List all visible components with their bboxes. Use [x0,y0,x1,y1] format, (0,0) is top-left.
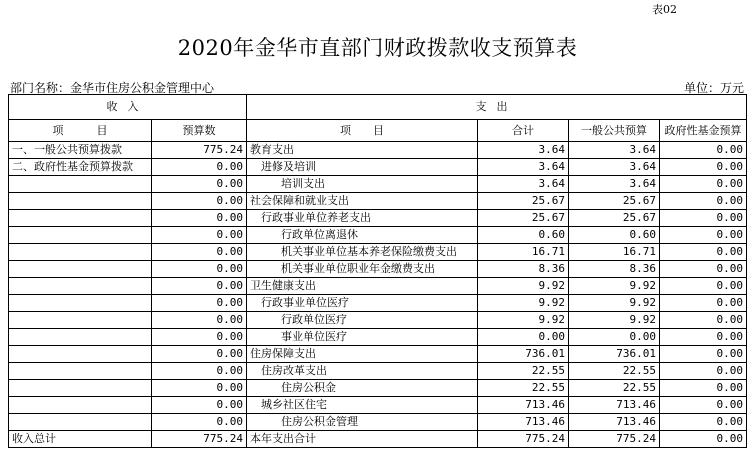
expense-item-cell: 事业单位医疗 [247,329,478,346]
fund-budget-cell: 0.00 [660,176,747,193]
fund-budget-cell: 0.00 [660,261,747,278]
fund-budget-cell: 0.00 [660,397,747,414]
general-budget-cell: 3.64 [569,142,660,159]
income-value-cell: 0.00 [152,244,247,261]
general-budget-cell: 713.46 [569,414,660,431]
fund-budget-cell: 0.00 [660,346,747,363]
general-budget-cell: 22.55 [569,363,660,380]
expense-total-label: 本年支出合计 [247,431,478,448]
expense-item-cell: 行政单位离退休 [247,227,478,244]
fund-budget-cell: 0.00 [660,227,747,244]
income-value-cell: 0.00 [152,295,247,312]
table-row [9,295,747,312]
unit-label: 单位：万元 [683,81,744,95]
expense-item-cell: 机关事业单位职业年金缴费支出 [247,261,478,278]
income-value-cell: 0.00 [152,227,247,244]
page-title: 2020年金华市直部门财政拨款收支预算表 [177,36,578,60]
expense-item-cell: 住房公积金 [247,380,478,397]
expense-total-cell: 736.01 [478,346,569,363]
table-row [9,159,747,176]
department-name: 部门名称：金华市住房公积金管理中心 [10,81,215,95]
income-item-cell: 一、一般公共预算拨款 [9,142,152,159]
expense-section-header: 支出 [247,95,747,120]
income-item-cell [9,176,152,193]
expense-total-cell: 25.67 [478,193,569,210]
income-item-cell [9,261,152,278]
expense-total-value: 775.24 [478,431,569,448]
expense-total-general: 775.24 [569,431,660,448]
general-budget-cell: 3.64 [569,176,660,193]
fund-budget-cell: 0.00 [660,159,747,176]
expense-item-cell: 教育支出 [247,142,478,159]
general-budget-cell: 736.01 [569,346,660,363]
table-number: 表02 [652,3,677,16]
income-item-cell [9,397,152,414]
general-budget-cell: 25.67 [569,210,660,227]
table-row [9,244,747,261]
fund-budget-cell: 0.00 [660,329,747,346]
expense-total-fund: 0.00 [660,431,747,448]
income-item-cell [9,278,152,295]
expense-total-cell: 9.92 [478,295,569,312]
fund-budget-cell: 0.00 [660,193,747,210]
income-section-header: 收入 [9,95,247,120]
income-value-cell: 0.00 [152,176,247,193]
table-row [9,329,747,346]
income-item-cell [9,193,152,210]
table-row [9,380,747,397]
fund-budget-cell: 0.00 [660,244,747,261]
col-expense-item: 项 目 [247,120,478,142]
income-value-cell: 0.00 [152,397,247,414]
col-income-budget: 预算数 [152,120,247,142]
income-value-cell: 0.00 [152,363,247,380]
general-budget-cell: 8.36 [569,261,660,278]
income-item-cell [9,295,152,312]
income-value-cell: 0.00 [152,261,247,278]
expense-total-cell: 3.64 [478,142,569,159]
income-value-cell: 0.00 [152,278,247,295]
income-value-cell: 0.00 [152,159,247,176]
expense-item-cell: 住房改革支出 [247,363,478,380]
expense-total-cell: 25.67 [478,210,569,227]
expense-item-cell: 行政事业单位养老支出 [247,210,478,227]
table-row [9,397,747,414]
income-value-cell: 0.00 [152,414,247,431]
income-item-cell [9,312,152,329]
expense-total-cell: 3.64 [478,176,569,193]
income-total-label: 收入总计 [9,431,152,448]
budget-table [8,94,747,448]
income-item-cell [9,329,152,346]
table-row [9,142,747,159]
table-row [9,312,747,329]
income-item-cell [9,380,152,397]
table-row [9,227,747,244]
general-budget-cell: 22.55 [569,380,660,397]
general-budget-cell: 3.64 [569,159,660,176]
col-general-budget: 一般公共预算 [569,120,660,142]
income-value-cell: 0.00 [152,312,247,329]
expense-total-cell: 8.36 [478,261,569,278]
income-value-cell: 0.00 [152,210,247,227]
general-budget-cell: 0.00 [569,329,660,346]
general-budget-cell: 0.60 [569,227,660,244]
expense-item-cell: 培训支出 [247,176,478,193]
income-item-cell [9,227,152,244]
expense-item-cell: 卫生健康支出 [247,278,478,295]
budget-table-body [9,142,747,431]
income-value-cell: 0.00 [152,193,247,210]
expense-total-cell: 713.46 [478,414,569,431]
expense-total-cell: 9.92 [478,312,569,329]
fund-budget-cell: 0.00 [660,278,747,295]
income-item-cell [9,244,152,261]
general-budget-cell: 713.46 [569,397,660,414]
income-value-cell: 0.00 [152,346,247,363]
col-fund-budget: 政府性基金预算 [660,120,747,142]
table-row [9,261,747,278]
table-row [9,414,747,431]
expense-item-cell: 行政单位医疗 [247,312,478,329]
column-header-row [9,120,747,142]
table-row [9,176,747,193]
fund-budget-cell: 0.00 [660,414,747,431]
income-value-cell: 0.00 [152,380,247,397]
table-row [9,193,747,210]
general-budget-cell: 9.92 [569,278,660,295]
table-row [9,210,747,227]
fund-budget-cell: 0.00 [660,142,747,159]
income-item-cell [9,414,152,431]
expense-total-cell: 22.55 [478,380,569,397]
expense-total-cell: 22.55 [478,363,569,380]
general-budget-cell: 9.92 [569,312,660,329]
totals-row [9,431,747,448]
expense-total-cell: 0.60 [478,227,569,244]
table-row [9,278,747,295]
section-header-row [9,95,747,120]
expense-total-cell: 713.46 [478,397,569,414]
expense-item-cell: 行政事业单位医疗 [247,295,478,312]
expense-item-cell: 住房公积金管理 [247,414,478,431]
income-item-cell [9,363,152,380]
fund-budget-cell: 0.00 [660,295,747,312]
income-item-cell: 二、政府性基金预算拨款 [9,159,152,176]
expense-item-cell: 住房保障支出 [247,346,478,363]
col-total: 合计 [478,120,569,142]
col-income-item: 项 目 [9,120,152,142]
income-item-cell [9,346,152,363]
expense-item-cell: 机关事业单位基本养老保险缴费支出 [247,244,478,261]
general-budget-cell: 16.71 [569,244,660,261]
table-row [9,346,747,363]
income-value-cell: 0.00 [152,329,247,346]
expense-total-cell: 3.64 [478,159,569,176]
income-total-value: 775.24 [152,431,247,448]
income-item-cell [9,210,152,227]
fund-budget-cell: 0.00 [660,210,747,227]
fund-budget-cell: 0.00 [660,312,747,329]
table-row [9,363,747,380]
fund-budget-cell: 0.00 [660,380,747,397]
expense-item-cell: 社会保障和就业支出 [247,193,478,210]
general-budget-cell: 9.92 [569,295,660,312]
expense-item-cell: 城乡社区住宅 [247,397,478,414]
expense-total-cell: 0.00 [478,329,569,346]
expense-total-cell: 16.71 [478,244,569,261]
fund-budget-cell: 0.00 [660,363,747,380]
income-value-cell: 775.24 [152,142,247,159]
expense-item-cell: 进修及培训 [247,159,478,176]
general-budget-cell: 25.67 [569,193,660,210]
expense-total-cell: 9.92 [478,278,569,295]
